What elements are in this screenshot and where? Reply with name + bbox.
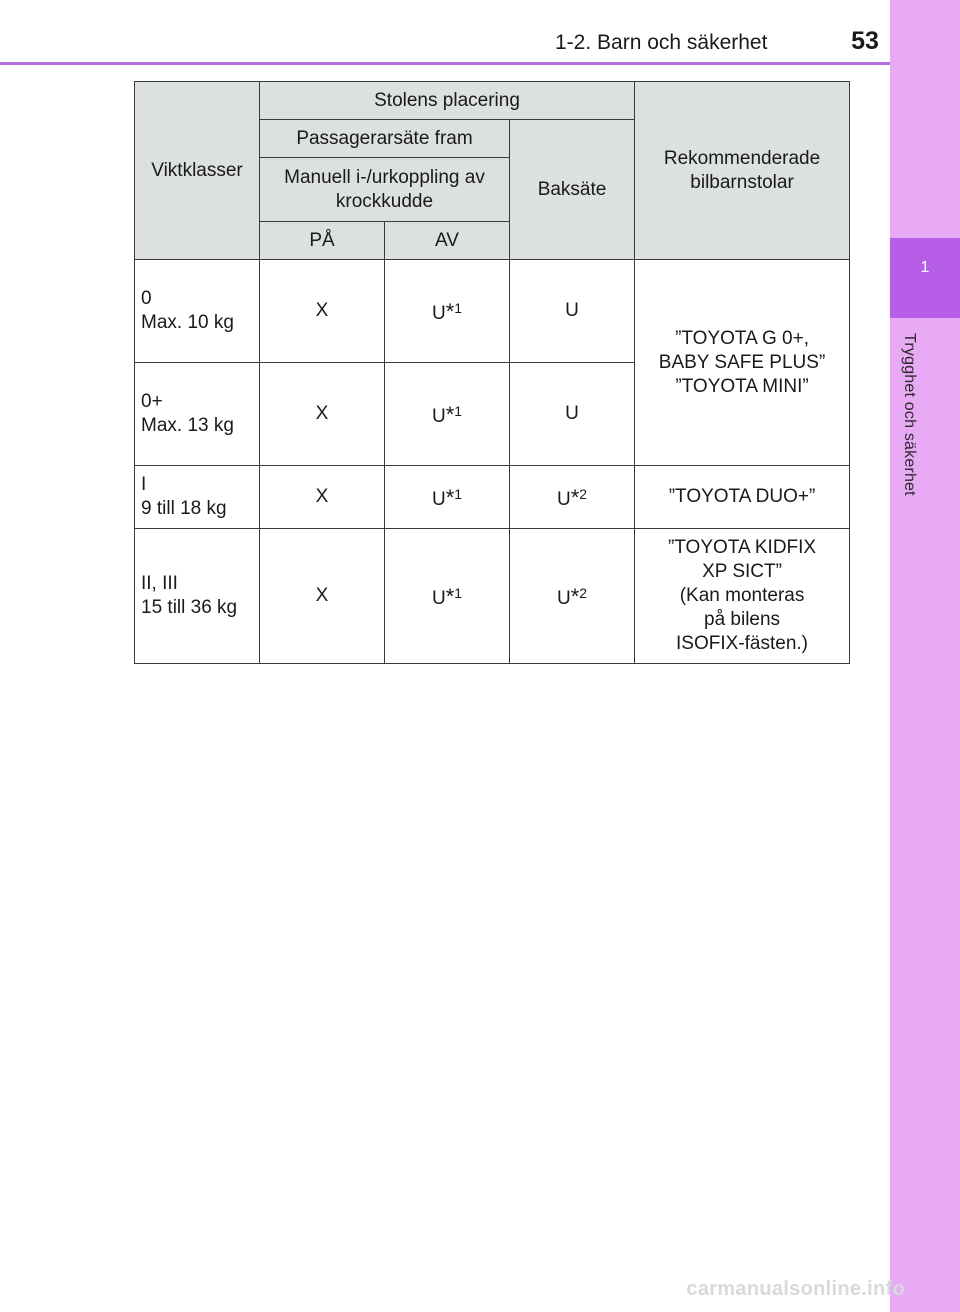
header-front-passenger: Passagerarsäte fram: [260, 120, 510, 158]
footnote-star: *: [445, 402, 455, 427]
header-manual-switch: Manuell i-/urkoppling av krockkudde: [260, 158, 510, 222]
footnote-star: *: [570, 485, 580, 510]
airbag-off-cell: U*$^1$: [385, 363, 510, 466]
header-rule: [0, 62, 893, 65]
table-row: [135, 466, 850, 529]
watermark: carmanualsonline.info: [686, 1278, 905, 1300]
footnote-number: 1: [454, 486, 463, 502]
rear-seat-cell: U*$^2$: [510, 529, 635, 664]
header-weight-class: Viktklasser: [135, 82, 260, 260]
footnote-number: 2: [579, 585, 588, 601]
section-title: 1-2. Barn och säkerhet: [555, 31, 768, 54]
footnote-number: 2: [579, 486, 588, 502]
weight-class-cell: [135, 466, 260, 529]
airbag-on-cell: X: [260, 260, 385, 363]
footnote-number: 1: [454, 403, 463, 419]
rear-seat-cell: U*$^2$: [510, 466, 635, 529]
weight-class-name: 0+: [141, 391, 163, 412]
weight-class-range: 15 till 36 kg: [141, 597, 238, 618]
airbag-on-cell: X: [260, 529, 385, 664]
rear-seat-cell: U: [510, 363, 635, 466]
weight-class-cell: [135, 363, 260, 466]
recommended-seat-cell: ”TOYOTA G 0+, BABY SAFE PLUS” ”TOYOTA MINI”: [635, 260, 850, 466]
table-row: [135, 260, 850, 363]
footnote-star: *: [445, 584, 455, 609]
chapter-number: 1: [920, 259, 930, 276]
weight-class-name: 0: [141, 288, 152, 309]
weight-class-range: Max. 13 kg: [141, 415, 234, 436]
airbag-off-cell: U*$^1$: [385, 260, 510, 363]
airbag-off-cell: U*$^1$: [385, 529, 510, 664]
side-tab: [890, 0, 960, 1312]
recommended-seat-cell: ”TOYOTA KIDFIX XP SICT” (Kan monteras på bilens ISOFIX-fästen.): [635, 529, 850, 664]
footnote-number: 1: [454, 585, 463, 601]
airbag-on-cell: X: [260, 466, 385, 529]
airbag-on-cell: X: [260, 363, 385, 466]
weight-class-cell: [135, 529, 260, 664]
recommended-seat-cell: ”TOYOTA DUO+”: [635, 466, 850, 529]
weight-class-range: 9 till 18 kg: [141, 498, 227, 519]
weight-class-name: II, III: [141, 573, 178, 594]
header-rear-seat: Baksäte: [510, 120, 635, 260]
chapter-marker: [890, 238, 960, 318]
page-number: 53: [851, 27, 879, 55]
header-seat-position: Stolens placering: [260, 82, 635, 120]
child-seat-table: [134, 81, 850, 664]
header-off: AV: [385, 222, 510, 260]
weight-class-name: I: [141, 474, 147, 495]
footnote-star: *: [445, 299, 455, 324]
header-recommended: Rekommenderade bilbarnstolar: [635, 82, 850, 260]
footnote-star: *: [570, 584, 580, 609]
weight-class-cell: [135, 260, 260, 363]
chapter-title: Trygghet och säkerhet: [901, 333, 918, 496]
weight-class-range: Max. 10 kg: [141, 312, 234, 333]
table-row: [135, 529, 850, 664]
footnote-number: 1: [454, 300, 463, 316]
header-on: PÅ: [260, 222, 385, 260]
rear-seat-cell: U: [510, 260, 635, 363]
footnote-star: *: [445, 485, 455, 510]
airbag-off-cell: U*$^1$: [385, 466, 510, 529]
